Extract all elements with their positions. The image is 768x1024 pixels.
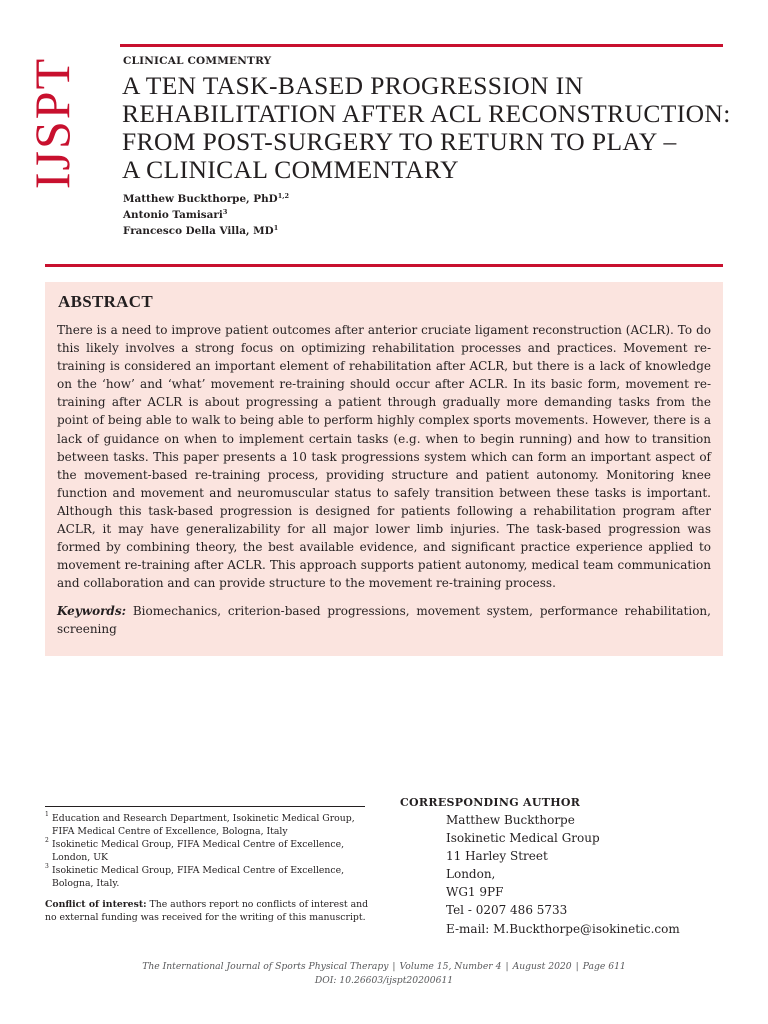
abstract-section [45, 282, 723, 656]
journal-logo [22, 58, 82, 188]
corresponding-author-name: Matthew Buckthorpe [446, 813, 575, 827]
conflict-label: Conflict of interest: [45, 899, 147, 910]
section-label: CLINICAL COMMENTRY [123, 55, 272, 67]
title-line: REHABILITATION AFTER ACL RECONSTRUCTION: [122, 99, 731, 128]
author-name: Francesco Della Villa, MD [123, 225, 274, 237]
title-line: A CLINICAL COMMENTARY [122, 155, 459, 184]
header-bottom-rule [45, 264, 723, 267]
keywords-text: Biomechanics, criterion-based progressions, movement system, performance rehabilitation, screening [57, 604, 711, 636]
footer-journal: The International Journal of Sports Physical Therapy [142, 961, 389, 972]
article-title [122, 72, 732, 184]
corresponding-author-details [446, 811, 680, 938]
affiliation-text: Education and Research Department, Isokinetic Medical Group, FIFA Medical Centre of Excellence, Bologna, Italy [52, 813, 355, 837]
corresponding-author-heading: CORRESPONDING AUTHOR [400, 796, 581, 809]
footer-volume: Volume 15, Number 4 [399, 961, 502, 972]
author-name: Matthew Buckthorpe, PhD [123, 193, 278, 205]
journal-logo-text: IJSPT [24, 56, 81, 190]
footer-citation [45, 960, 723, 974]
footer-date: August 2020 [512, 961, 572, 972]
author [123, 223, 289, 239]
affiliation-list [45, 812, 375, 890]
footer-doi[interactable]: DOI: 10.26603/ijspt20200611 [314, 974, 454, 986]
author-name: Antonio Tamisari [123, 209, 223, 221]
footer-separator: | [392, 961, 396, 972]
affiliation: 1 Education and Research Department, Isokinetic Medical Group, FIFA Medical Centre of Excellence, Bologna, Italy [45, 811, 355, 837]
author-affiliation-marker: 1,2 [277, 192, 289, 200]
keywords-label: Keywords: [57, 604, 127, 618]
author-affiliation-marker: 1 [273, 224, 279, 232]
conflict-text: The authors report no conflicts of interest and no external funding was received for the writing of this manuscript. [45, 899, 369, 923]
abstract-body: There is a need to improve patient outcomes after anterior cruciate ligament reconstruction (ACLR). To do this likely involves a strong focus on optimizing rehabilitation processes and practices. Movement re-training is considered an important element of rehabilitation after ACLR, but there is a lack of knowledge on the ‘how’ and ‘what’ movement re-training should occur after ACLR. In its basic form, movement re-training after ACLR is about progressing a patient through gradually more demanding tasks from the point of being able to walk to being able to perform highly complex sports movements. However, there is a lack of guidance on when to implement certain tasks (e.g. when to begin running) and how to transition between tasks. This paper presents a 10 task progressions system which can form an important aspect of the movement-based re-training process, providing structure and patient autonomy. Monitoring knee function and movement and neuromuscular status to safely transition between these tasks is important. Although this task-based progression is designed for patients following a rehabilitation program after ACLR, it may have generalizability for all major lower limb injuries. The task-based progression was formed by combining theory, the best available evidence, and significant practice experience applied to movement re-training after ACLR. This approach supports patient autonomy, medical team communication and collaboration and can provide structure to the movement re-training process. [57, 323, 711, 591]
corresponding-author-email[interactable]: E-mail: M.Buckthorpe@isokinetic.com [446, 921, 680, 936]
footer-separator: | [505, 961, 509, 972]
corresponding-author-phone: Tel - 0207 486 5733 [446, 903, 568, 918]
author [123, 207, 289, 223]
author [123, 191, 289, 207]
corresponding-author-city: London, [446, 867, 496, 882]
title-line: A TEN TASK-BASED PROGRESSION IN [122, 71, 584, 100]
author-list [123, 191, 289, 239]
keywords [57, 602, 711, 638]
page-footer [45, 960, 723, 987]
conflict-of-interest [45, 898, 370, 924]
footer-page: Page 611 [582, 961, 626, 972]
author-affiliation-marker: 3 [222, 208, 228, 216]
corresponding-author-street: 11 Harley Street [446, 849, 548, 864]
footnote-rule [45, 806, 365, 807]
title-line: FROM POST-SURGERY TO RETURN TO PLAY – [122, 127, 677, 156]
affiliation: 3 Isokinetic Medical Group, FIFA Medical Centre of Excellence, Bologna, Italy. [45, 863, 345, 889]
affiliation: 2 Isokinetic Medical Group, FIFA Medical Centre of Excellence, London, UK [45, 837, 345, 863]
corresponding-author-institution: Isokinetic Medical Group [446, 831, 600, 846]
affiliation-text: Isokinetic Medical Group, FIFA Medical Centre of Excellence, Bologna, Italy. [52, 865, 345, 889]
header-top-rule [120, 44, 723, 47]
affiliation-text: Isokinetic Medical Group, FIFA Medical Centre of Excellence, London, UK [52, 839, 345, 863]
footer-separator: | [575, 961, 579, 972]
abstract-heading: ABSTRACT [58, 292, 153, 311]
corresponding-author-postcode: WG1 9PF [446, 885, 504, 900]
